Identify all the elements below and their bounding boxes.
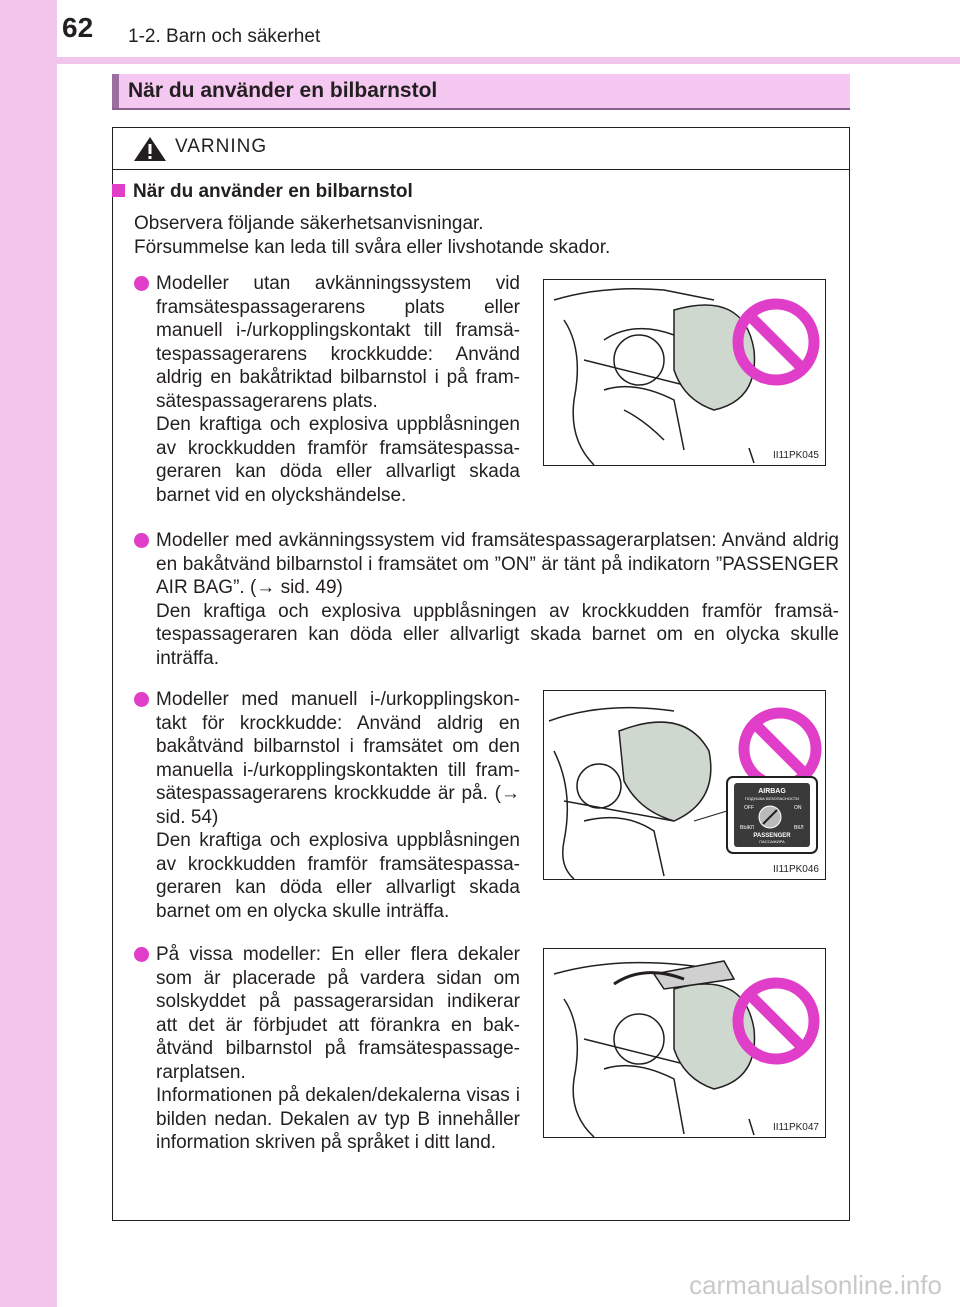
figure-3-code: II11PK047 — [773, 1122, 819, 1133]
warning-bullet-3: Modeller med manuell i-/urkopplingskontakt för krockkudde: Använd aldrig en bakåtvänd bilbarnstol i framsätet om den manuella i-/urkopplingskontakten till framsätespassagerarens krockkudde är på. (→ sid. 54) Den kraftiga och explosiva uppblåsningen av krockkudden framför framsätespassageraren kan döda eller allvarligt skada barnet om en olycka skulle inträffa. — [156, 688, 520, 923]
switch-off-ru-label: ВЫКЛ — [740, 825, 754, 831]
bullet-dot-icon — [134, 276, 149, 291]
airbag-switch-illustration — [544, 691, 826, 880]
page-number: 62 — [62, 12, 94, 43]
figure-2 — [543, 690, 826, 880]
section-header — [112, 74, 850, 110]
bullet-dot-icon — [134, 533, 149, 548]
warning-triangle-icon — [133, 136, 167, 162]
warning-subheading: När du använder en bilbarnstol — [112, 181, 413, 203]
figure-3 — [543, 948, 826, 1138]
sunvisor-airbag-illustration — [544, 949, 826, 1138]
warning-label: VARNING — [175, 136, 268, 157]
figure-1 — [543, 279, 826, 466]
bullet-dot-icon — [134, 692, 149, 707]
warning-intro: Observera följande säkerhetsanvisningar. Försummelse kan leda till svåra eller livshotande skador. — [134, 213, 611, 258]
warning-bullet-1: Modeller utan avkänningssystem vid framsätespassagerarens plats eller manuell i-/urkopplingskontakt till framsätespassagerarens krockkudde: Använd aldrig en bakåtriktad bilbarnstol i på framsätespassagerarens plats. Den kraftiga och explosiva uppblåsningen av krockkudden framför framsätespassageraren kan döda eller allvarligt skada barnet vid en olyckshändelse. — [156, 272, 520, 507]
section-title: När du använder en bilbarnstol — [128, 79, 438, 102]
warning-header — [113, 128, 849, 170]
switch-passenger-label: PASSENGER — [753, 833, 791, 839]
switch-off-label: OFF — [744, 805, 754, 811]
figure-1-code: II11PK045 — [773, 450, 819, 461]
square-bullet-icon — [112, 184, 125, 197]
top-color-band — [0, 57, 960, 64]
switch-title: AIRBAG — [758, 788, 786, 795]
switch-passenger-ru-label: ПАССАЖИРА — [759, 839, 785, 844]
airbag-child-seat-illustration — [544, 280, 826, 466]
switch-on-ru-label: ВКЛ — [794, 825, 804, 831]
switch-on-label: ON — [794, 805, 802, 811]
left-color-band — [0, 0, 57, 1307]
figure-2-code: II11PK046 — [773, 864, 819, 875]
watermark: carmanualsonline.info — [689, 1270, 942, 1300]
chapter-title: 1-2. Barn och säkerhet — [128, 26, 321, 47]
warning-bullet-4: På vissa modeller: En eller flera dekaler som är placerade på vardera sidan om solskyddet på passagerarsidan indikerar att det är förbjudet att förankra en bakåtvänd bilbarnstol på framsätespassagerarplatsen. Informationen på dekalen/dekalerna visas i bilden nedan. Dekalen av typ B innehåller information skriven på språket i ditt land. — [156, 943, 520, 1155]
bullet-dot-icon — [134, 947, 149, 962]
switch-subtitle: ПОДУШКА БЕЗОПАСНОСТИ — [744, 796, 800, 801]
warning-bullet-2: Modeller med avkänningssystem vid framsätespassagerarplatsen: Använd aldrig en bakåtvänd bilbarnstol i framsätet om ”ON” är tänt på indikatorn ”PASSENGER AIR BAG”. (→ sid. 49) Den kraftiga och explosiva uppblåsningen av krockkudden framför framsätespassageraren kan döda eller allvarligt skada barnet om en olycka skulle inträffa. — [156, 529, 839, 670]
